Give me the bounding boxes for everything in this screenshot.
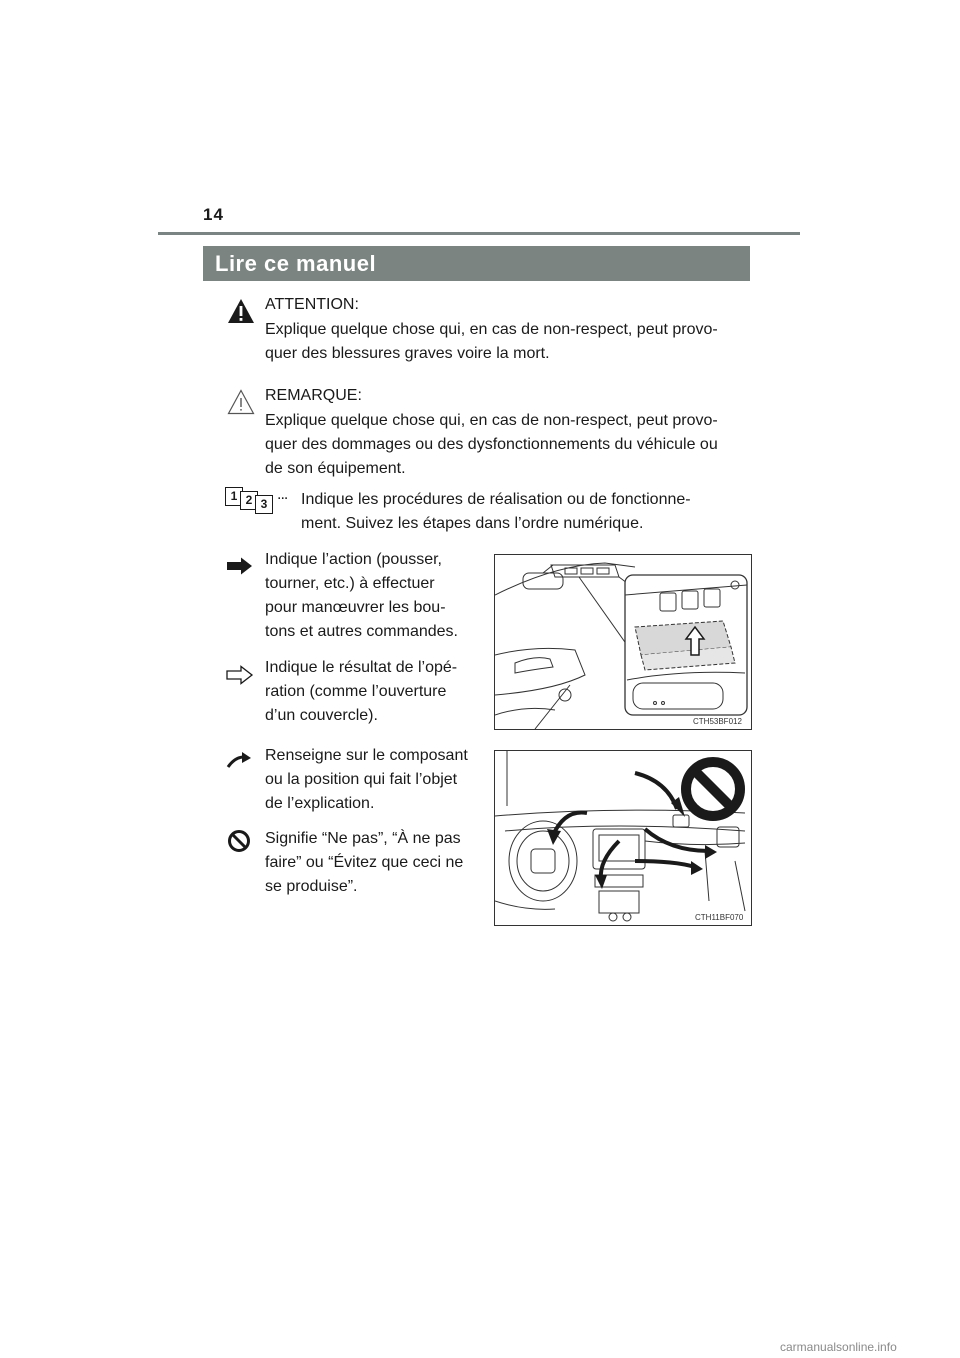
- warning-triangle-filled-icon: [226, 297, 256, 330]
- steps-text: Indique les procédures de réalisation ou de fonctionne- ment. Suivez les étapes dans l’ordre numérique.: [301, 491, 691, 532]
- section-title: Lire ce manuel: [203, 246, 750, 281]
- component-text: Renseigne sur le composant ou la position qui fait l’objet de l’explication.: [265, 747, 468, 812]
- dashboard-illustration: [494, 750, 752, 926]
- action-arrow-filled-icon: [226, 556, 254, 581]
- steps-dots: ...: [277, 486, 288, 503]
- action-text: Indique l’action (pousser, tourner, etc.) à effectuer pour manœuvrer les bou- tons et autres commandes.: [265, 551, 458, 640]
- warning-text: Explique quelque chose qui, en cas de non-respect, peut provo- quer des blessures graves voire la mort.: [265, 321, 718, 362]
- curved-pointer-arrow-icon: [226, 751, 254, 774]
- watermark-text: carmanualsonline.info: [780, 1340, 897, 1354]
- numbered-steps-icon: 1 2 3: [225, 487, 277, 513]
- top-rule: [158, 232, 800, 235]
- overhead-console-illustration: [494, 554, 752, 730]
- result-text: Indique le résultat de l’opé- ration (comme l’ouverture d’un couvercle).: [265, 659, 458, 724]
- warning-heading: ATTENTION:: [265, 296, 359, 313]
- notice-text: Explique quelque chose qui, en cas de non-respect, peut provo- quer des dommages ou des dysfonctionnements du véhicule ou de son équipement.: [265, 412, 718, 477]
- notice-heading: REMARQUE:: [265, 387, 362, 404]
- illustration-code: CTH53BF012: [693, 717, 742, 726]
- result-arrow-outline-icon: [226, 665, 254, 690]
- prohibited-text: Signifie “Ne pas”, “À ne pas faire” ou “Évitez que ceci ne se produise”.: [265, 830, 464, 895]
- notice-triangle-outline-icon: [226, 388, 256, 421]
- prohibition-icon: [227, 829, 251, 858]
- illustration-code: CTH11BF070: [695, 913, 744, 922]
- page-number: 14: [203, 205, 224, 224]
